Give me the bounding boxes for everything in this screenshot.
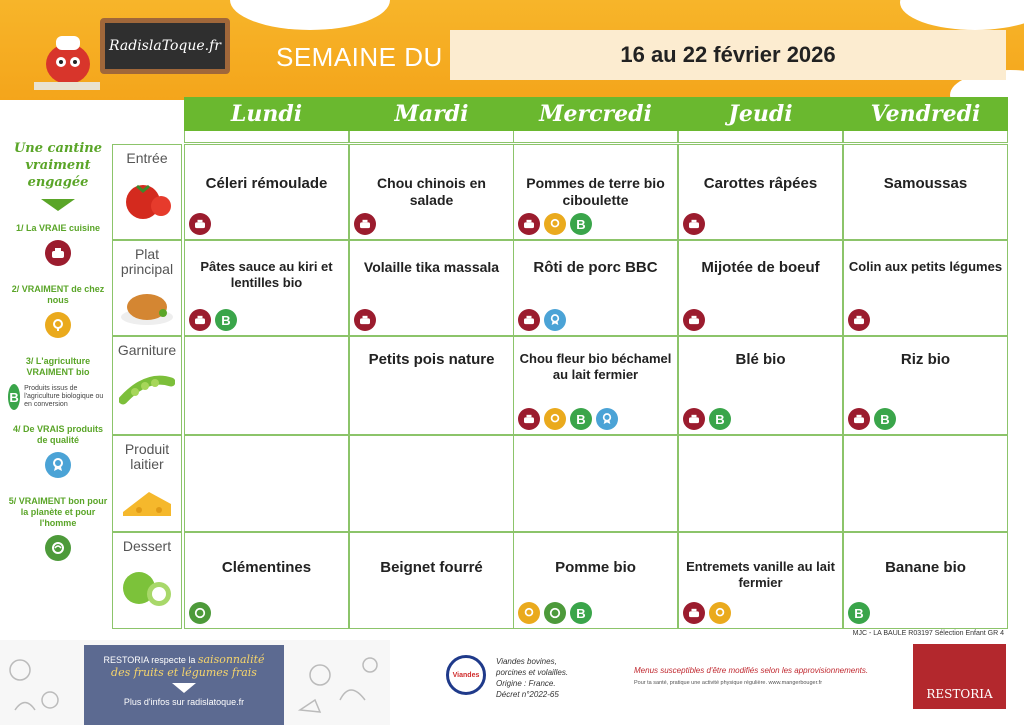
- pot-icon: [45, 240, 71, 266]
- sidebar-item: [8, 356, 108, 410]
- menu-cell: [184, 435, 349, 532]
- menu-cell: [678, 336, 843, 435]
- label-icons: [518, 213, 592, 235]
- planet-icon: [544, 602, 566, 624]
- quality-icon: [544, 309, 566, 331]
- menu-cell: [513, 336, 678, 435]
- pot-icon: [354, 213, 376, 235]
- menu-cell: [843, 240, 1008, 336]
- sidebar-item-label: 2/ VRAIMENT de chez nous: [11, 284, 105, 305]
- menu-cell: [349, 240, 514, 336]
- dish-name: Blé bio: [735, 351, 786, 368]
- sidebar-item-label: 1/ La VRAIE cuisine: [15, 223, 101, 233]
- course-label: [112, 336, 182, 435]
- menu-cell: [513, 240, 678, 336]
- bio-note: Produits issus de l'agriculture biologique ou en conversion: [24, 385, 104, 408]
- menu-cell: [184, 144, 349, 240]
- label-icons: [518, 309, 566, 331]
- arrow-down-icon: [172, 683, 196, 693]
- label-icons: [848, 408, 896, 430]
- local-icon: [518, 602, 540, 624]
- pot-icon: [848, 408, 870, 430]
- menu-cell: [184, 532, 349, 629]
- dish-name: Céleri rémoulade: [205, 175, 328, 192]
- restoria-logo: [913, 644, 1006, 709]
- menu-cell: [843, 336, 1008, 435]
- dish-name: Mijotée de boeuf: [701, 259, 820, 276]
- course-label: [112, 435, 182, 532]
- menu-cell: [184, 240, 349, 336]
- sidebar-item: [8, 223, 108, 266]
- bio-icon: B: [848, 602, 870, 624]
- bio-icon: B: [8, 384, 20, 410]
- bio-icon: B: [570, 408, 592, 430]
- local-icon: [709, 602, 731, 624]
- course-label: [112, 144, 182, 240]
- sidebar-item-label: 5/ VRAIMENT bon pour la planète et pour l'homme: [8, 496, 108, 528]
- menu-cell: [843, 435, 1008, 532]
- label-icons: [683, 309, 705, 331]
- menu-cell: [678, 144, 843, 240]
- meat-origin-line: Décret n°2022-65: [496, 690, 559, 699]
- menu-cell: [678, 240, 843, 336]
- pot-icon: [518, 213, 540, 235]
- course-label-text: Plat principal: [120, 246, 174, 277]
- day-header-strip: [349, 131, 514, 143]
- brand-logo: [100, 18, 230, 74]
- sidebar-item: [8, 284, 108, 338]
- course-label: [112, 532, 182, 629]
- menu-cell: [184, 336, 349, 435]
- dish-name: Beignet fourré: [380, 559, 483, 576]
- mascot-icon: [28, 30, 106, 92]
- menu-cell: [843, 144, 1008, 240]
- day-header: Jeudi: [678, 97, 843, 131]
- day-header-strip: [184, 131, 349, 143]
- more-info-link[interactable]: Plus d'infos sur radislatoque.fr: [123, 697, 245, 707]
- label-icons: [848, 309, 870, 331]
- bio-icon: B: [874, 408, 896, 430]
- meat-origin-line: Origine : France.: [496, 679, 556, 688]
- day-header-strip: [513, 131, 678, 143]
- cloud-decoration: [900, 0, 1024, 30]
- dish-name: Rôti de porc BBC: [533, 259, 658, 276]
- bio-icon: B: [570, 602, 592, 624]
- commitment-sidebar: [8, 140, 108, 561]
- pot-icon: [354, 309, 376, 331]
- label-icons: [189, 309, 237, 331]
- label-icons: [848, 602, 870, 624]
- chicken-icon: [113, 287, 181, 330]
- dish-name: Volaille tika massala: [363, 259, 500, 275]
- pea-icon: [113, 368, 181, 411]
- logo-text: RadislaToque.fr: [109, 38, 221, 54]
- health-note: Pour ta santé, pratique une activité physique régulière. www.mangerbouger.fr: [634, 680, 823, 686]
- week-label: SEMAINE DU: [276, 42, 443, 72]
- day-header-strip: [678, 131, 843, 143]
- course-label-text: Entrée: [126, 150, 168, 166]
- dish-name: Chou chinois en salade: [377, 175, 486, 208]
- dish-name: Pommes de terre bio ciboulette: [526, 175, 665, 208]
- course-label: [112, 240, 182, 336]
- pot-icon: [189, 213, 211, 235]
- day-header-strip: [843, 131, 1008, 143]
- menu-cell: [349, 144, 514, 240]
- dish-name: Chou fleur bio béchamel au lait fermier: [519, 351, 672, 382]
- day-header: Vendredi: [843, 97, 1008, 131]
- pot-icon: [683, 309, 705, 331]
- label-icons: [683, 602, 731, 624]
- pot-icon: [518, 408, 540, 430]
- menu-change-note: Menus susceptibles d'être modifiés selon les approvisionnements.: [634, 666, 869, 675]
- footnote: MJC - LA BAULE R03197 Sélection Enfant GR 4: [852, 630, 1004, 637]
- pot-icon: [683, 602, 705, 624]
- dish-name: Samoussas: [883, 175, 968, 192]
- menu-cell: [513, 435, 678, 532]
- label-icons: [518, 408, 618, 430]
- menu-cell: [349, 435, 514, 532]
- dish-name: Pomme bio: [555, 559, 636, 576]
- local-icon: [45, 312, 71, 338]
- sidebar-item: [8, 424, 108, 478]
- dish-name: Banane bio: [885, 559, 966, 576]
- dish-name: Pâtes sauce au kiri et lentilles bio: [200, 259, 333, 290]
- sidebar-item-label: 4/ De VRAIS produits de qualité: [12, 424, 103, 445]
- menu-cell: [843, 532, 1008, 629]
- dish-name: Riz bio: [900, 351, 951, 368]
- page-header: [0, 0, 1024, 100]
- menu-cell: [513, 532, 678, 629]
- label-icons: [189, 213, 211, 235]
- week-range: 16 au 22 février 2026: [450, 30, 1006, 80]
- menu-cell: [349, 336, 514, 435]
- label-icons: [683, 408, 731, 430]
- bio-icon: B: [709, 408, 731, 430]
- label-icons: [354, 213, 376, 235]
- local-icon: [544, 213, 566, 235]
- dish-name: Entremets vanille au lait fermier: [686, 559, 835, 590]
- restoria-brand: RESTORIA: [926, 687, 993, 701]
- seasonality-highlight-2: des fruits et légumes frais: [111, 666, 257, 679]
- label-icons: [189, 602, 211, 624]
- meat-origin-line: porcines et volailles.: [496, 668, 569, 677]
- planet-icon: [45, 535, 71, 561]
- menu-cell: [678, 435, 843, 532]
- quality-icon: [596, 408, 618, 430]
- pot-icon: [683, 213, 705, 235]
- planet-icon: [189, 602, 211, 624]
- cloud-decoration: [230, 0, 390, 30]
- seasonality-text: RESTORIA respecte la: [103, 655, 196, 665]
- pot-icon: [518, 309, 540, 331]
- sidebar-item-label: 3/ L'agriculture VRAIMENT bio: [25, 356, 91, 377]
- seasonality-highlight: saisonnalité: [197, 653, 265, 666]
- dish-name: Carottes râpées: [703, 175, 818, 192]
- dish-name: Clémentines: [221, 559, 312, 576]
- sidebar-title: Une cantine vraiment engagée: [13, 141, 103, 190]
- cheese-icon: [113, 482, 181, 525]
- seasonality-panel: [84, 645, 284, 725]
- dish-name: Petits pois nature: [368, 351, 495, 368]
- apple-icon: [113, 564, 181, 611]
- tomato-icon: [113, 176, 181, 223]
- meat-origin-note: [496, 656, 568, 700]
- course-label-text: Dessert: [122, 538, 172, 554]
- bio-icon: B: [570, 213, 592, 235]
- meat-origin-line: Viandes bovines,: [496, 657, 557, 666]
- dish-name: Colin aux petits légumes: [848, 259, 1003, 274]
- label-icons: [518, 602, 592, 624]
- menu-cell: [349, 532, 514, 629]
- day-header: Lundi: [184, 97, 349, 131]
- arrow-down-icon: [41, 199, 75, 211]
- bio-icon: B: [215, 309, 237, 331]
- menu-cell: [513, 144, 678, 240]
- viandes-francaises-logo: Viandes: [446, 655, 486, 695]
- local-icon: [544, 408, 566, 430]
- course-label-text: Produit laitier: [124, 441, 170, 472]
- label-icons: [354, 309, 376, 331]
- pot-icon: [683, 408, 705, 430]
- pot-icon: [848, 309, 870, 331]
- label-icons: [683, 213, 705, 235]
- day-header: Mardi: [349, 97, 514, 131]
- day-header: Mercredi: [513, 97, 678, 131]
- quality-icon: [45, 452, 71, 478]
- sidebar-item: [8, 496, 108, 561]
- course-label-text: Garniture: [117, 342, 177, 358]
- pot-icon: [189, 309, 211, 331]
- menu-cell: [678, 532, 843, 629]
